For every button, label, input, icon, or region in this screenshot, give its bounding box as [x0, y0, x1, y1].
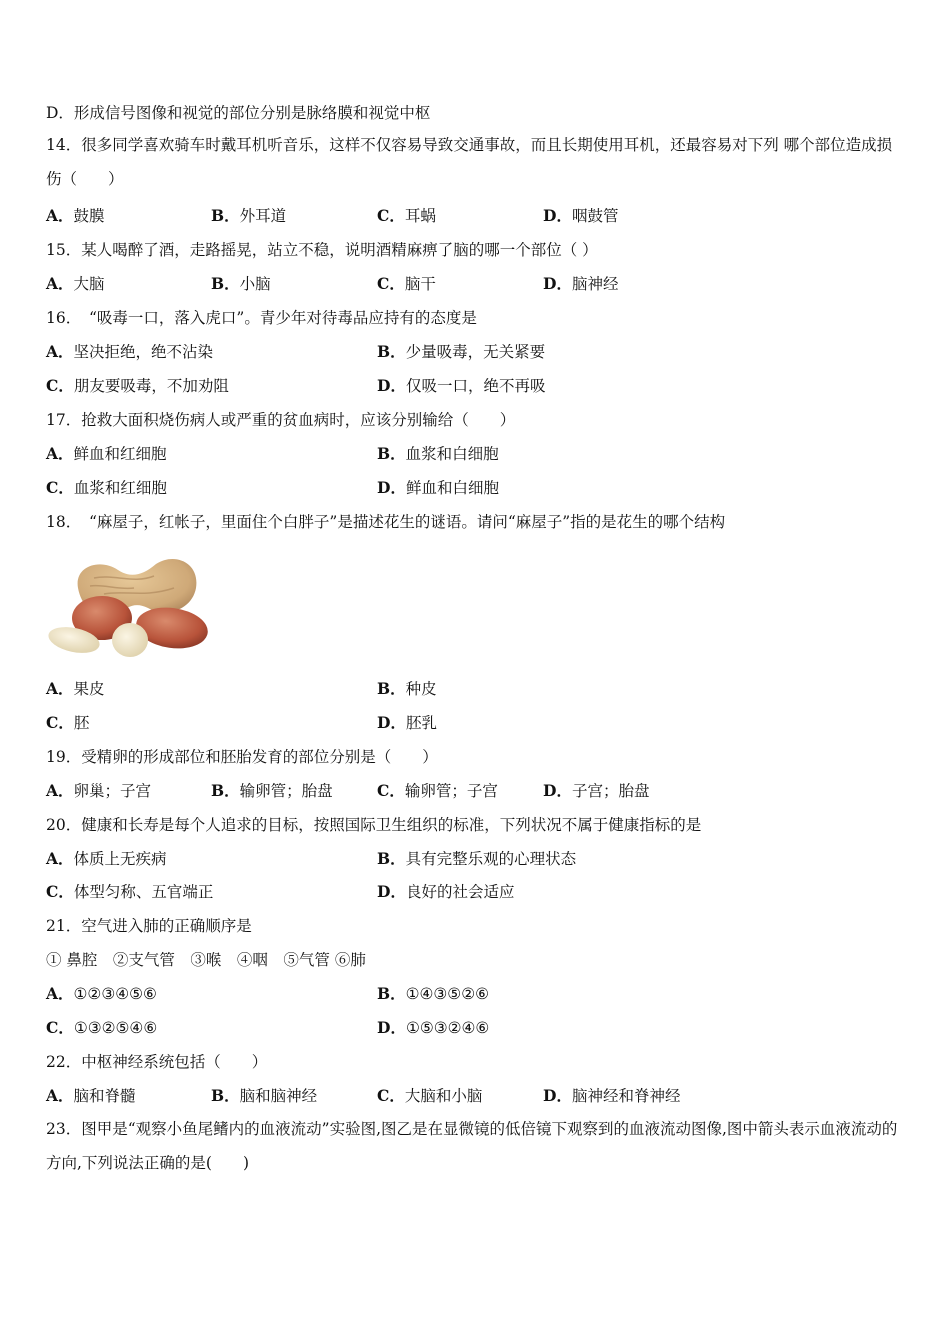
q22-option-d[interactable]: D．脑神经和脊神经 [543, 1086, 681, 1105]
q17-option-c[interactable]: C．血浆和红细胞 [46, 478, 167, 497]
q15-option-d[interactable]: D．脑神经 [543, 274, 619, 293]
q20-option-a[interactable]: A．体质上无疾病 [46, 849, 167, 868]
q20-option-d[interactable]: D．良好的社会适应 [377, 882, 515, 901]
q18-option-b[interactable]: B．种皮 [377, 679, 437, 698]
q15-option-b[interactable]: B．小脑 [211, 274, 271, 293]
q20-option-c[interactable]: C．体型匀称、五官端正 [46, 882, 214, 901]
q19-option-c[interactable]: C．输卵管；子宫 [377, 781, 498, 800]
q19-option-d[interactable]: D．子宫；胎盘 [543, 781, 650, 800]
q19-option-a[interactable]: A．卵巢；子宫 [46, 781, 152, 800]
q22-option-b[interactable]: B．脑和脑神经 [211, 1086, 318, 1105]
question-21-items: ① 鼻腔 ②支气管 ③喉 ④咽 ⑤气管 ⑥肺 [46, 951, 366, 969]
q21-option-b[interactable]: B．①④③⑤②⑥ [377, 984, 489, 1003]
question-19-stem: 19．受精卵的形成部位和胚胎发育的部位分别是（ ） [46, 748, 438, 766]
q16-option-d[interactable]: D．仅吸一口，绝不再吸 [377, 376, 546, 395]
question-21-stem: 21．空气进入肺的正确顺序是 [46, 917, 252, 935]
q15-option-a[interactable]: A．大脑 [46, 274, 105, 293]
question-14-stem: 14．很多同学喜欢骑车时戴耳机听音乐，这样不仅容易导致交通事故，而且长期使用耳机，还最容易对下列 哪个部位造成损伤（ ） [46, 136, 893, 188]
question-22-stem: 22．中枢神经系统包括（ ） [46, 1053, 268, 1071]
q14-option-a[interactable]: A．鼓膜 [46, 206, 105, 225]
q17-option-b[interactable]: B．血浆和白细胞 [377, 444, 499, 463]
q16-option-b[interactable]: B．少量吸毒，无关紧要 [377, 342, 546, 361]
q15-option-c[interactable]: C．脑干 [377, 274, 436, 293]
question-15-stem: 15．某人喝醉了酒，走路摇晃，站立不稳，说明酒精麻痹了脑的哪一个部位（ ） [46, 241, 598, 259]
q21-option-d[interactable]: D．①⑤③②④⑥ [377, 1018, 490, 1037]
q16-option-a[interactable]: A．坚决拒绝，绝不沾染 [46, 342, 214, 361]
q21-option-a[interactable]: A．①②③④⑤⑥ [46, 984, 157, 1003]
q19-option-b[interactable]: B．输卵管；胎盘 [211, 781, 333, 800]
question-18-stem: 18． “麻屋子，红帐子，里面住个白胖子”是描述花生的谜语。请问“麻屋子”指的是花生的哪个结构 [46, 513, 726, 531]
q14-option-d[interactable]: D．咽鼓管 [543, 206, 619, 225]
q21-option-c[interactable]: C．①③②⑤④⑥ [46, 1018, 158, 1037]
q17-option-d[interactable]: D．鲜血和白细胞 [377, 478, 499, 497]
question-16-stem: 16． “吸毒一口，落入虎口”。青少年对待毒品应持有的态度是 [46, 309, 477, 327]
q20-option-b[interactable]: B．具有完整乐观的心理状态 [377, 849, 577, 868]
q18-option-d[interactable]: D．胚乳 [377, 713, 437, 732]
question-20-stem: 20．健康和长寿是每个人追求的目标，按照国际卫生组织的标准，下列状况不属于健康指标的是 [46, 816, 702, 834]
question-23-stem: 23．图甲是“观察小鱼尾鳍内的血液流动”实验图,图乙是在显微镜的低倍镜下观察到的血液流动图像,图中箭头表示血液流动的方向,下列说法正确的是( ) [46, 1120, 898, 1172]
question-17-stem: 17．抢救大面积烧伤病人或严重的贫血病时，应该分别输给（ ） [46, 411, 516, 429]
peanut-figure [44, 548, 212, 662]
q14-option-b[interactable]: B．外耳道 [211, 206, 287, 225]
q14-option-c[interactable]: C．耳蜗 [377, 206, 436, 225]
q18-option-c[interactable]: C．胚 [46, 713, 90, 732]
q22-option-a[interactable]: A．脑和脊髓 [46, 1086, 136, 1105]
q16-option-c[interactable]: C．朋友要吸毒，不加劝阻 [46, 376, 229, 395]
q18-option-a[interactable]: A．果皮 [46, 679, 105, 698]
q17-option-a[interactable]: A．鲜血和红细胞 [46, 444, 167, 463]
prev-option-d: D．形成信号图像和视觉的部位分别是脉络膜和视觉中枢 [46, 104, 431, 122]
q22-option-c[interactable]: C．大脑和小脑 [377, 1086, 483, 1105]
